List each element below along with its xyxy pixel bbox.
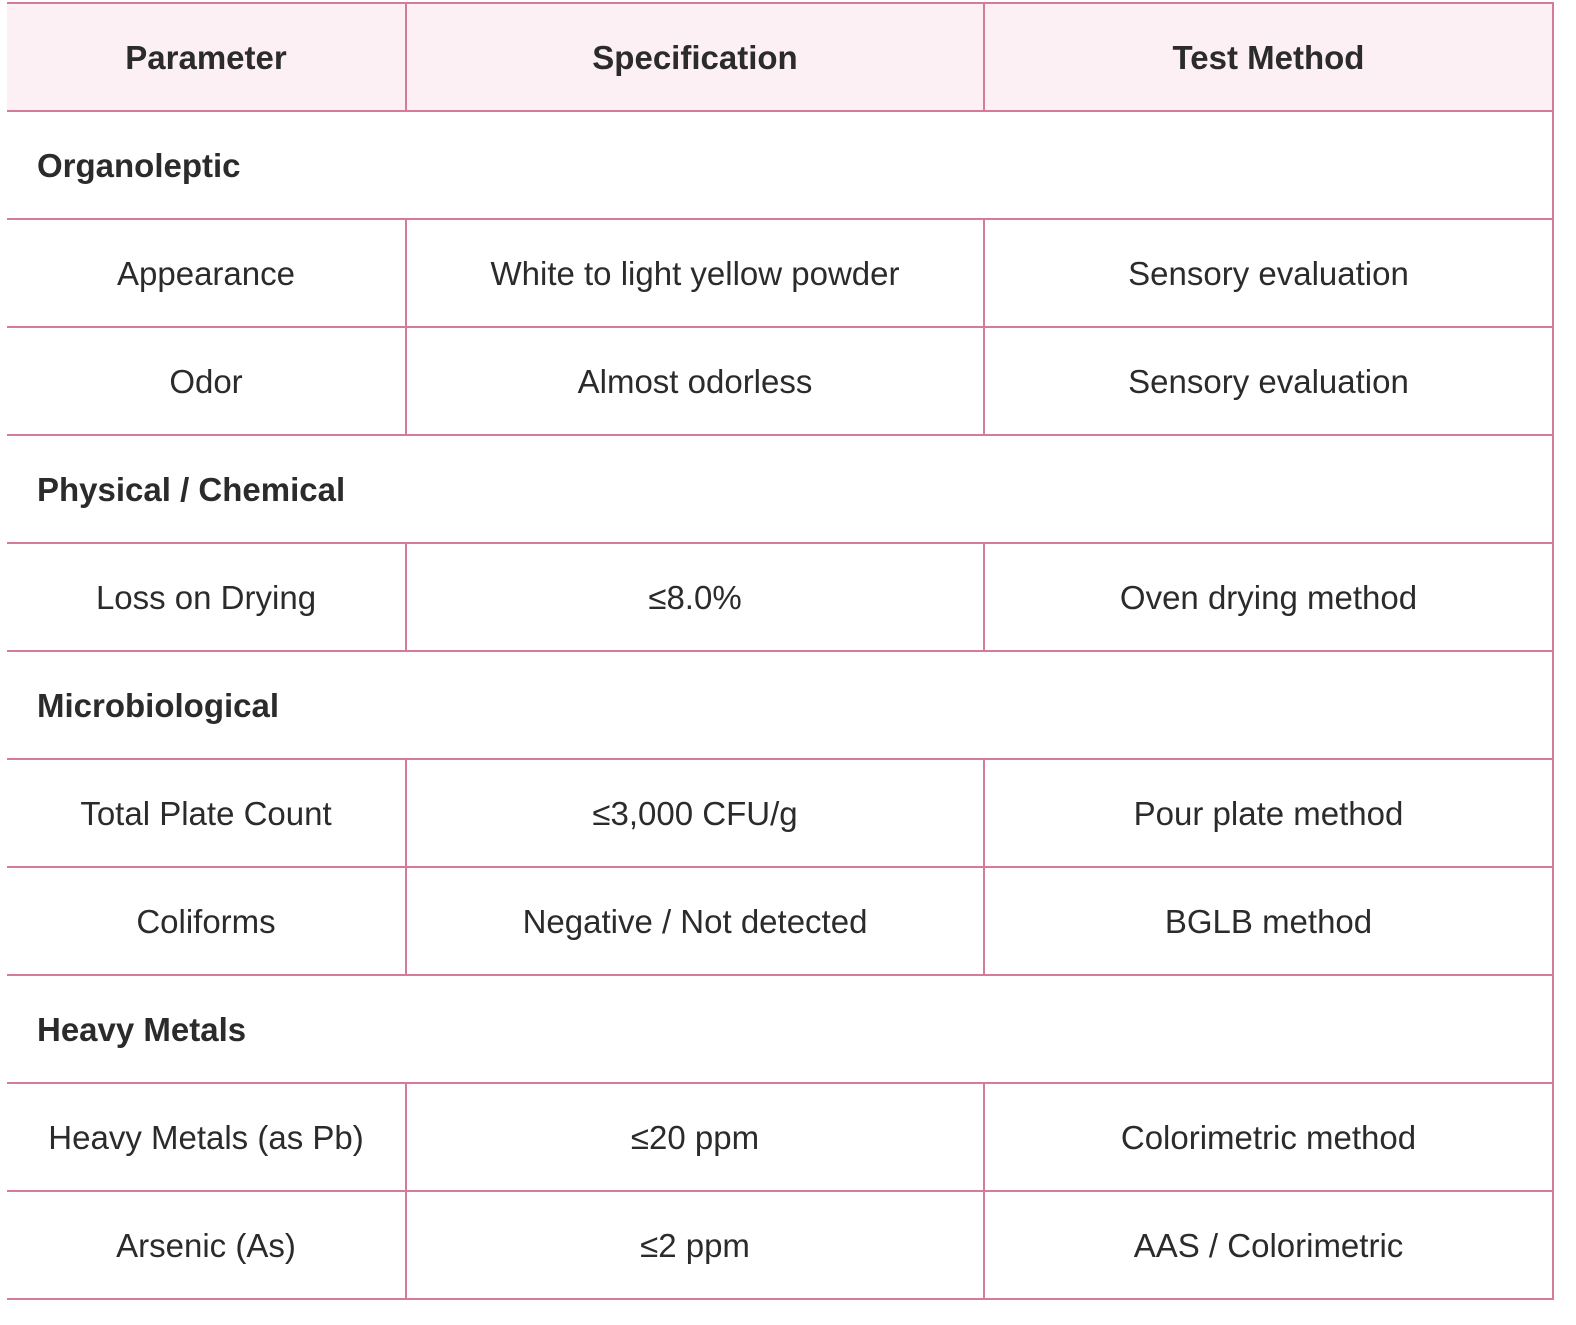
table-header [7, 3, 1553, 111]
parameter-cell: Appearance [7, 219, 406, 327]
header-parameter: Parameter [7, 3, 406, 111]
test-method-cell: Pour plate method [984, 759, 1553, 867]
table-row [7, 543, 1553, 651]
parameter-cell: Heavy Metals (as Pb) [7, 1083, 406, 1191]
section-title: Heavy Metals [7, 975, 1553, 1083]
header-row [7, 3, 1553, 111]
parameter-cell: Odor [7, 327, 406, 435]
specification-cell: White to light yellow powder [406, 219, 984, 327]
section-title: Organoleptic [7, 111, 1553, 219]
test-method-cell: Sensory evaluation [984, 327, 1553, 435]
table-row [7, 327, 1553, 435]
test-method-cell: Colorimetric method [984, 1083, 1553, 1191]
parameter-cell: Arsenic (As) [7, 1191, 406, 1299]
specification-cell: Negative / Not detected [406, 867, 984, 975]
test-method-cell: BGLB method [984, 867, 1553, 975]
specification-cell: ≤20 ppm [406, 1083, 984, 1191]
parameter-cell: Loss on Drying [7, 543, 406, 651]
specification-cell: ≤2 ppm [406, 1191, 984, 1299]
specification-cell: Almost odorless [406, 327, 984, 435]
section-row [7, 975, 1553, 1083]
table-row [7, 219, 1553, 327]
header-test-method: Test Method [984, 3, 1553, 111]
table-row [7, 759, 1553, 867]
parameter-cell: Total Plate Count [7, 759, 406, 867]
header-specification: Specification [406, 3, 984, 111]
section-title: Physical / Chemical [7, 435, 1553, 543]
section-title: Microbiological [7, 651, 1553, 759]
table-body [7, 111, 1553, 1299]
specification-cell: ≤3,000 CFU/g [406, 759, 984, 867]
section-row [7, 651, 1553, 759]
table-row [7, 1083, 1553, 1191]
specification-cell: ≤8.0% [406, 543, 984, 651]
specification-table [7, 2, 1554, 1300]
test-method-cell: Sensory evaluation [984, 219, 1553, 327]
section-row [7, 111, 1553, 219]
test-method-cell: Oven drying method [984, 543, 1553, 651]
section-row [7, 435, 1553, 543]
test-method-cell: AAS / Colorimetric [984, 1191, 1553, 1299]
parameter-cell: Coliforms [7, 867, 406, 975]
table-row [7, 867, 1553, 975]
table-row [7, 1191, 1553, 1299]
